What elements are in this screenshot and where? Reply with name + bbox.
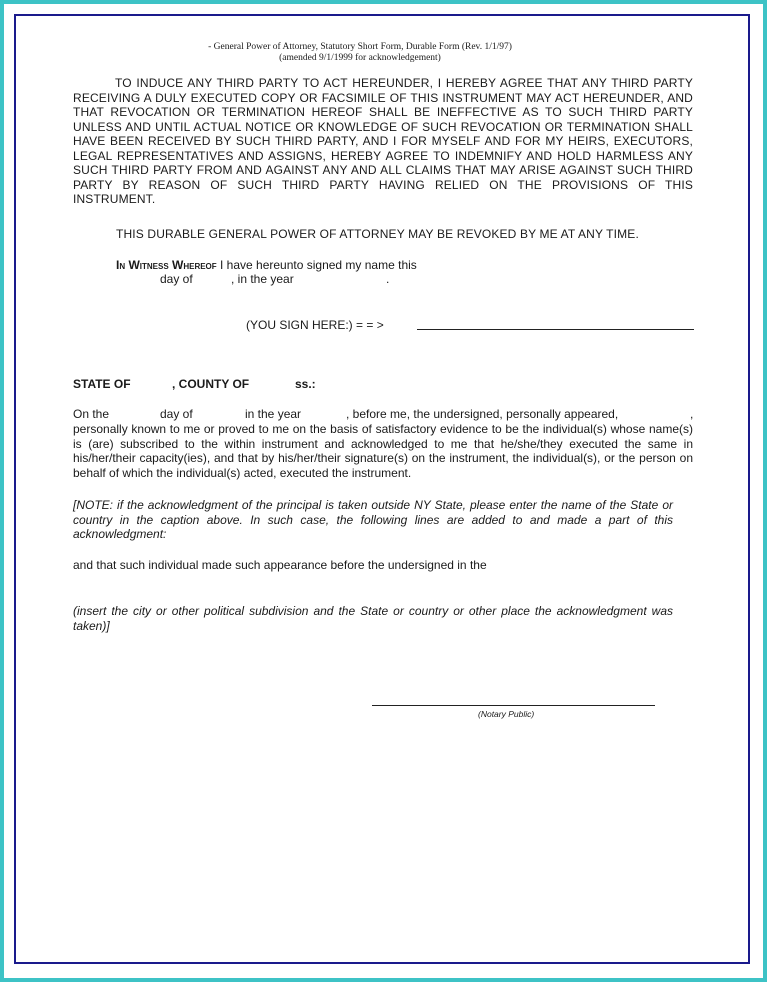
- state-of-label: STATE OF: [73, 377, 131, 391]
- witness-lead: In Witness Whereof: [116, 258, 217, 272]
- appearance-line: and that such individual made such appearance before the undersigned in the: [73, 558, 487, 572]
- witness-text: I have hereunto signed my name this: [216, 258, 417, 272]
- ack-in-the-year: in the year: [245, 407, 302, 421]
- county-of-label: , COUNTY OF: [172, 377, 250, 391]
- witness-period: .: [386, 272, 390, 286]
- ack-on-the: On the: [73, 407, 110, 421]
- header-line-1: - General Power of Attorney, Statutory Short Form, Durable Form (Rev. 1/1/97): [208, 42, 512, 52]
- third-party-paragraph: TO INDUCE ANY THIRD PARTY TO ACT HEREUNDER, I HEREBY AGREE THAT ANY THIRD PARTY RECEIVING A DULY EXECUTED COPY OR FACSIMILE OF THIS INSTRUMENT MAY ACT HEREUNDER, AND THAT REVOCATION OR TERMINATION HEREOF SHALL BE INEFFECTIVE AS TO SUCH THIRD PARTY UNLESS AND UNTIL ACTUAL NOTICE OR KNOWLEDGE OF SUCH REVOCATION OR TERMINATION SHALL HAVE BEEN RECEIVED BY SUCH THIRD PARTY, AND I FOR MYSELF AND FOR MY HEIRS, EXECUTORS, LEGAL REPRESENTATIVES AND ASSIGNS, HEREBY AGREE TO INDEMNIFY AND HOLD HARMLESS ANY SUCH THIRD PARTY FROM AND AGAINST ANY AND ALL CLAIMS THAT MAY ARISE AGAINST SUCH THIRD PARTY BY REASON OF SUCH THIRD PARTY HAVING RELIED ON THE PROVISIONS OF THIS INSTRUMENT.: [73, 76, 693, 206]
- witness-clause: [116, 258, 417, 272]
- ss-label: ss.:: [295, 377, 316, 391]
- witness-in-the-year: , in the year: [231, 272, 294, 286]
- header-line-2: (amended 9/1/1999 for acknowledgement): [279, 53, 441, 63]
- note-paragraph: [NOTE: if the acknowledgment of the principal is taken outside NY State, please enter the name of the State or country in the caption above. In such case, the following lines are added to and made a part of this acknowledgment:: [73, 498, 673, 541]
- notary-public-label: (Notary Public): [478, 709, 535, 719]
- notary-signature-line[interactable]: [372, 705, 655, 706]
- ack-before-me: , before me, the undersigned, personally appeared,: [346, 407, 619, 421]
- principal-signature-line[interactable]: [417, 329, 694, 330]
- ack-paragraph: personally known to me or proved to me on the basis of satisfactory evidence to be the individual(s) whose name(s) is (are) subscribed to the within instrument and acknowledged to me that he/she/they executed the same in his/her/their capacity(ies), and that by his/her/their signature(s) on the instrument, the individual(s), or the person on behalf of which the individual(s) acted, executed the instrument.: [73, 422, 693, 480]
- ack-comma: ,: [690, 407, 694, 421]
- witness-day-of: day of: [160, 272, 193, 286]
- sign-here-label: (YOU SIGN HERE:) = = >: [246, 318, 384, 332]
- ack-day-of: day of: [160, 407, 193, 421]
- insert-place-paragraph: (insert the city or other political subdivision and the State or country or other place the acknowledgment was taken)]: [73, 604, 673, 633]
- revocation-paragraph: THIS DURABLE GENERAL POWER OF ATTORNEY MAY BE REVOKED BY ME AT ANY TIME.: [116, 227, 639, 241]
